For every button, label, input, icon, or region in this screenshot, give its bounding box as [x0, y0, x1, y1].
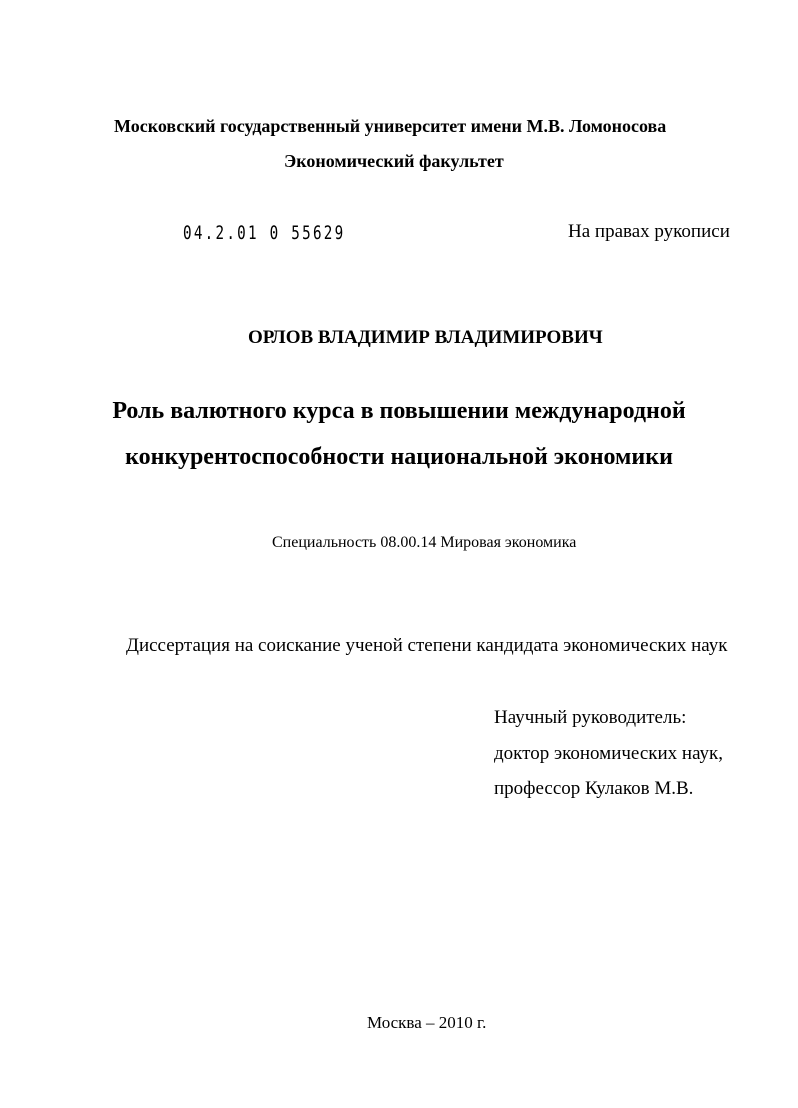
- specialty: Специальность 08.00.14 Мировая экономика: [272, 534, 577, 551]
- city-year: Москва – 2010 г.: [367, 1013, 487, 1032]
- title-line-2: конкурентоспособности национальной экономики: [125, 444, 673, 470]
- supervisor-degree: доктор экономических наук,: [494, 743, 724, 764]
- title-line-1: Роль валютного курса в повышении международной: [112, 398, 686, 424]
- degree-statement: Диссертация на соискание ученой степени кандидата экономических наук: [126, 635, 728, 656]
- faculty-name: Экономический факультет: [284, 151, 504, 171]
- author-name: ОРЛОВ ВЛАДИМИР ВЛАДИМИРОВИЧ: [248, 327, 603, 348]
- supervisor-label: Научный руководитель:: [494, 707, 687, 728]
- university-name: Московский государственный университет имени М.В. Ломоносова: [114, 116, 667, 136]
- manuscript-note: На правах рукописи: [568, 221, 730, 242]
- supervisor-name: профессор Кулаков М.В.: [494, 778, 694, 799]
- registration-code: 04.2.01 0 55629: [183, 222, 346, 244]
